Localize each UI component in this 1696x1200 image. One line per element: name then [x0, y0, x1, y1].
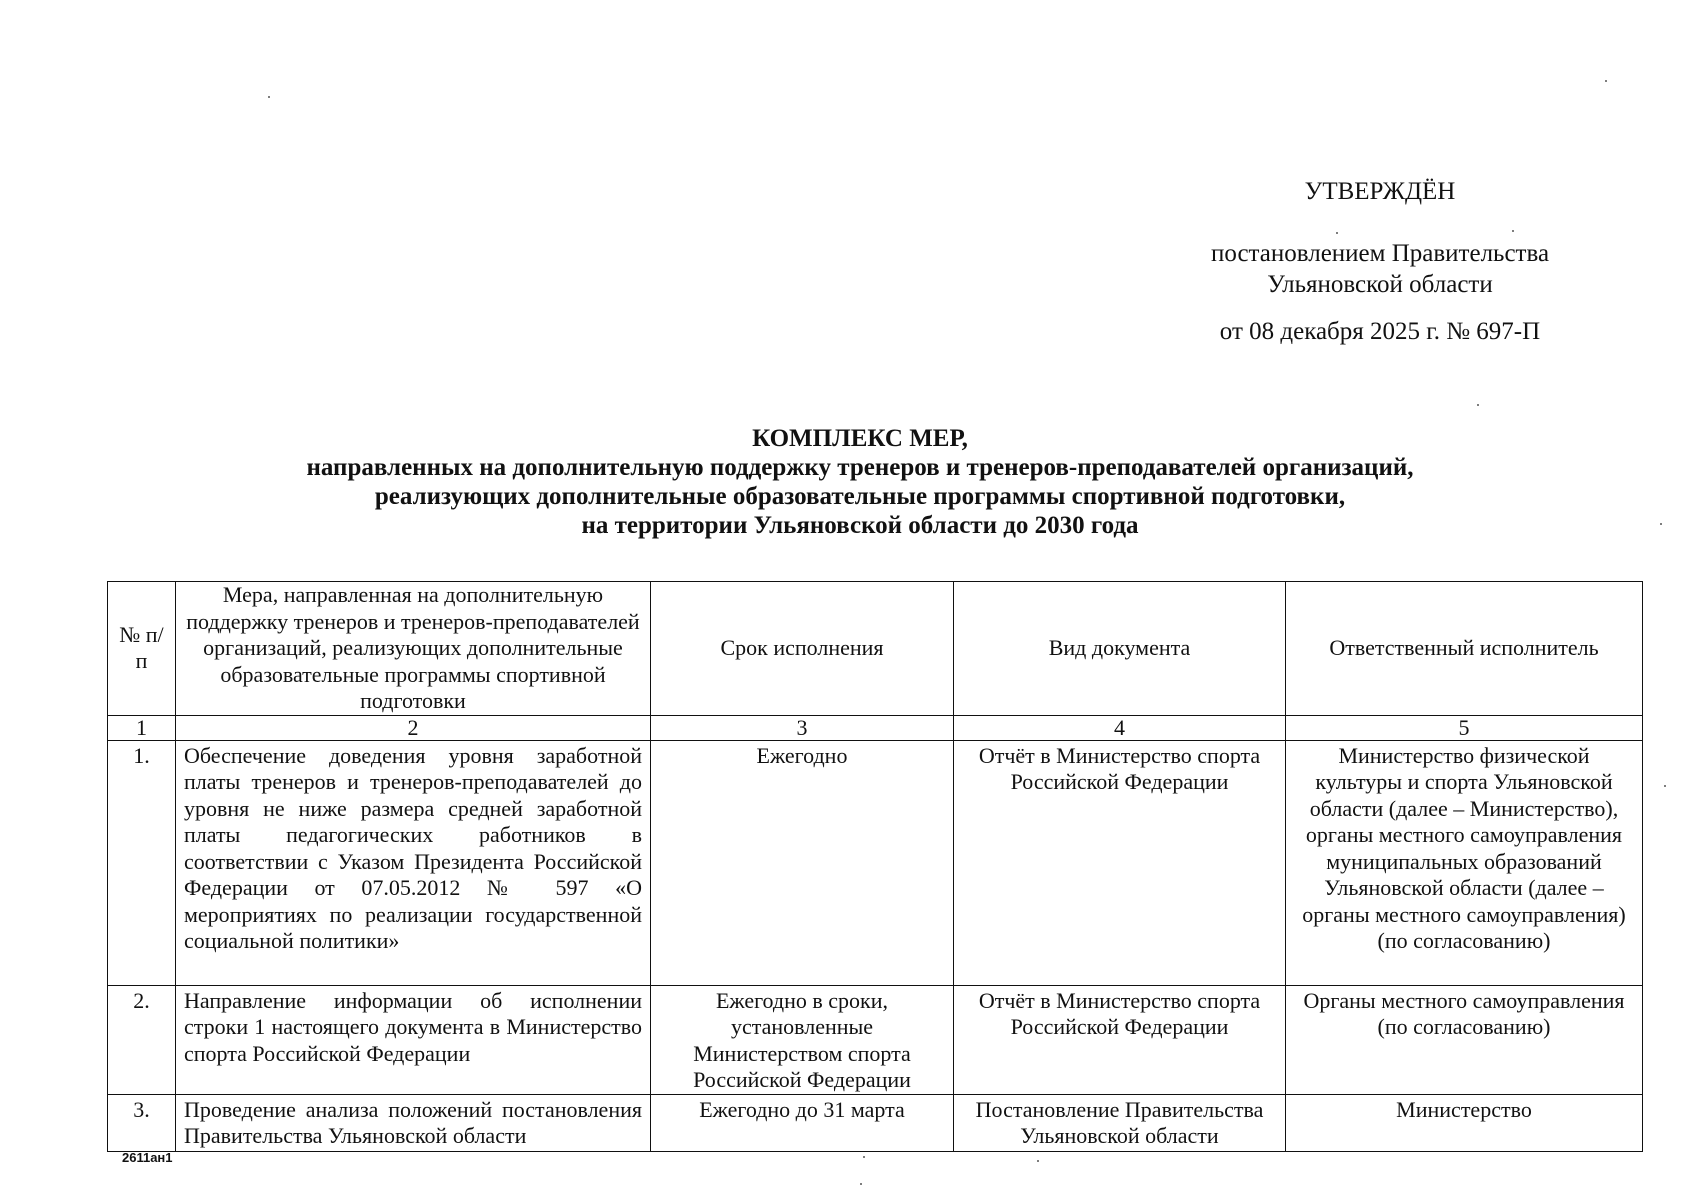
row-number: 2.: [108, 985, 176, 1094]
table-header-row: [108, 582, 1643, 716]
row-deadline: Ежегодно до 31 марта: [651, 1094, 954, 1151]
scan-speck: [268, 96, 270, 98]
row-responsible: Министерство физической культуры и спорта Ульяновской области (далее – Министерство), органы местного самоуправления муниципальных образований Ульяновской области (далее – органы местного самоуправления) (по согласованию): [1286, 740, 1643, 985]
header-num: № п/п: [108, 582, 176, 716]
row-deadline: Ежегодно в сроки, установленные Министерством спорта Российской Федерации: [651, 985, 954, 1094]
scan-speck: [1512, 230, 1514, 232]
column-number: 4: [954, 715, 1286, 740]
row-doc-type: Постановление Правительства Ульяновской области: [954, 1094, 1286, 1151]
title-line-3: реализующих дополнительные образовательные программы спортивной подготовки,: [374, 483, 1346, 510]
scan-speck: [1037, 1160, 1039, 1162]
approval-basis-line1: постановлением Правительства: [1210, 240, 1550, 267]
column-number: 5: [1286, 715, 1643, 740]
table-row: [108, 740, 1643, 985]
scan-speck: [863, 1156, 865, 1158]
scan-speck: [1664, 785, 1666, 787]
column-number: 2: [176, 715, 651, 740]
row-number: 1.: [108, 740, 176, 985]
measures-table: [107, 581, 1643, 1152]
table-row: [108, 1094, 1643, 1151]
column-number: 1: [108, 715, 176, 740]
row-measure: Направление информации об исполнении строки 1 настоящего документа в Министерство спорта Российской Федерации: [176, 985, 651, 1094]
row-doc-type: Отчёт в Министерство спорта Российской Федерации: [954, 985, 1286, 1094]
row-measure: Проведение анализа положений постановления Правительства Ульяновской области: [176, 1094, 651, 1151]
approval-stamp: УТВЕРЖДЁН: [1304, 178, 1456, 205]
row-doc-type: Отчёт в Министерство спорта Российской Федерации: [954, 740, 1286, 985]
document-title: [110, 424, 1610, 540]
scan-speck: [860, 1183, 862, 1185]
approval-basis-line2: Ульяновской области: [1267, 271, 1493, 298]
title-line-2: направленных на дополнительную поддержку тренеров и тренеров-преподавателей организаций,: [306, 454, 1414, 481]
table-row: [108, 985, 1643, 1094]
approval-block: [1150, 176, 1610, 347]
footer-doc-code: 2611ан1: [122, 1150, 173, 1165]
scan-speck: [1336, 232, 1338, 234]
row-deadline: Ежегодно: [651, 740, 954, 985]
row-responsible: Министерство: [1286, 1094, 1643, 1151]
row-responsible: Органы местного самоуправления (по согласованию): [1286, 985, 1643, 1094]
header-measure: Мера, направленная на дополнительную поддержку тренеров и тренеров-преподавателей организаций, реализующих дополнительные образовательные программы спортивной подготовки: [176, 582, 651, 716]
approval-date-number: от 08 декабря 2025 г. № 697-П: [1219, 318, 1541, 345]
column-number-row: [108, 715, 1643, 740]
column-number: 3: [651, 715, 954, 740]
scan-speck: [1477, 404, 1479, 406]
scan-speck: [1605, 80, 1607, 82]
header-doc-type: Вид документа: [954, 582, 1286, 716]
scan-speck: [1660, 523, 1662, 525]
row-measure: Обеспечение доведения уровня заработной платы тренеров и тренеров-преподавателей до уровня не ниже размера средней заработной платы педагогических работников в соответствии с Указом Президента Российской Федерации от 07.05.2012 № 597 «О мероприятиях по реализации государственной социальной политики»: [176, 740, 651, 985]
row-number: 3.: [108, 1094, 176, 1151]
header-deadline: Срок исполнения: [651, 582, 954, 716]
title-line-1: КОМПЛЕКС МЕР,: [752, 425, 968, 452]
header-responsible: Ответственный исполнитель: [1286, 582, 1643, 716]
title-line-4: на территории Ульяновской области до 2030 года: [581, 512, 1139, 539]
